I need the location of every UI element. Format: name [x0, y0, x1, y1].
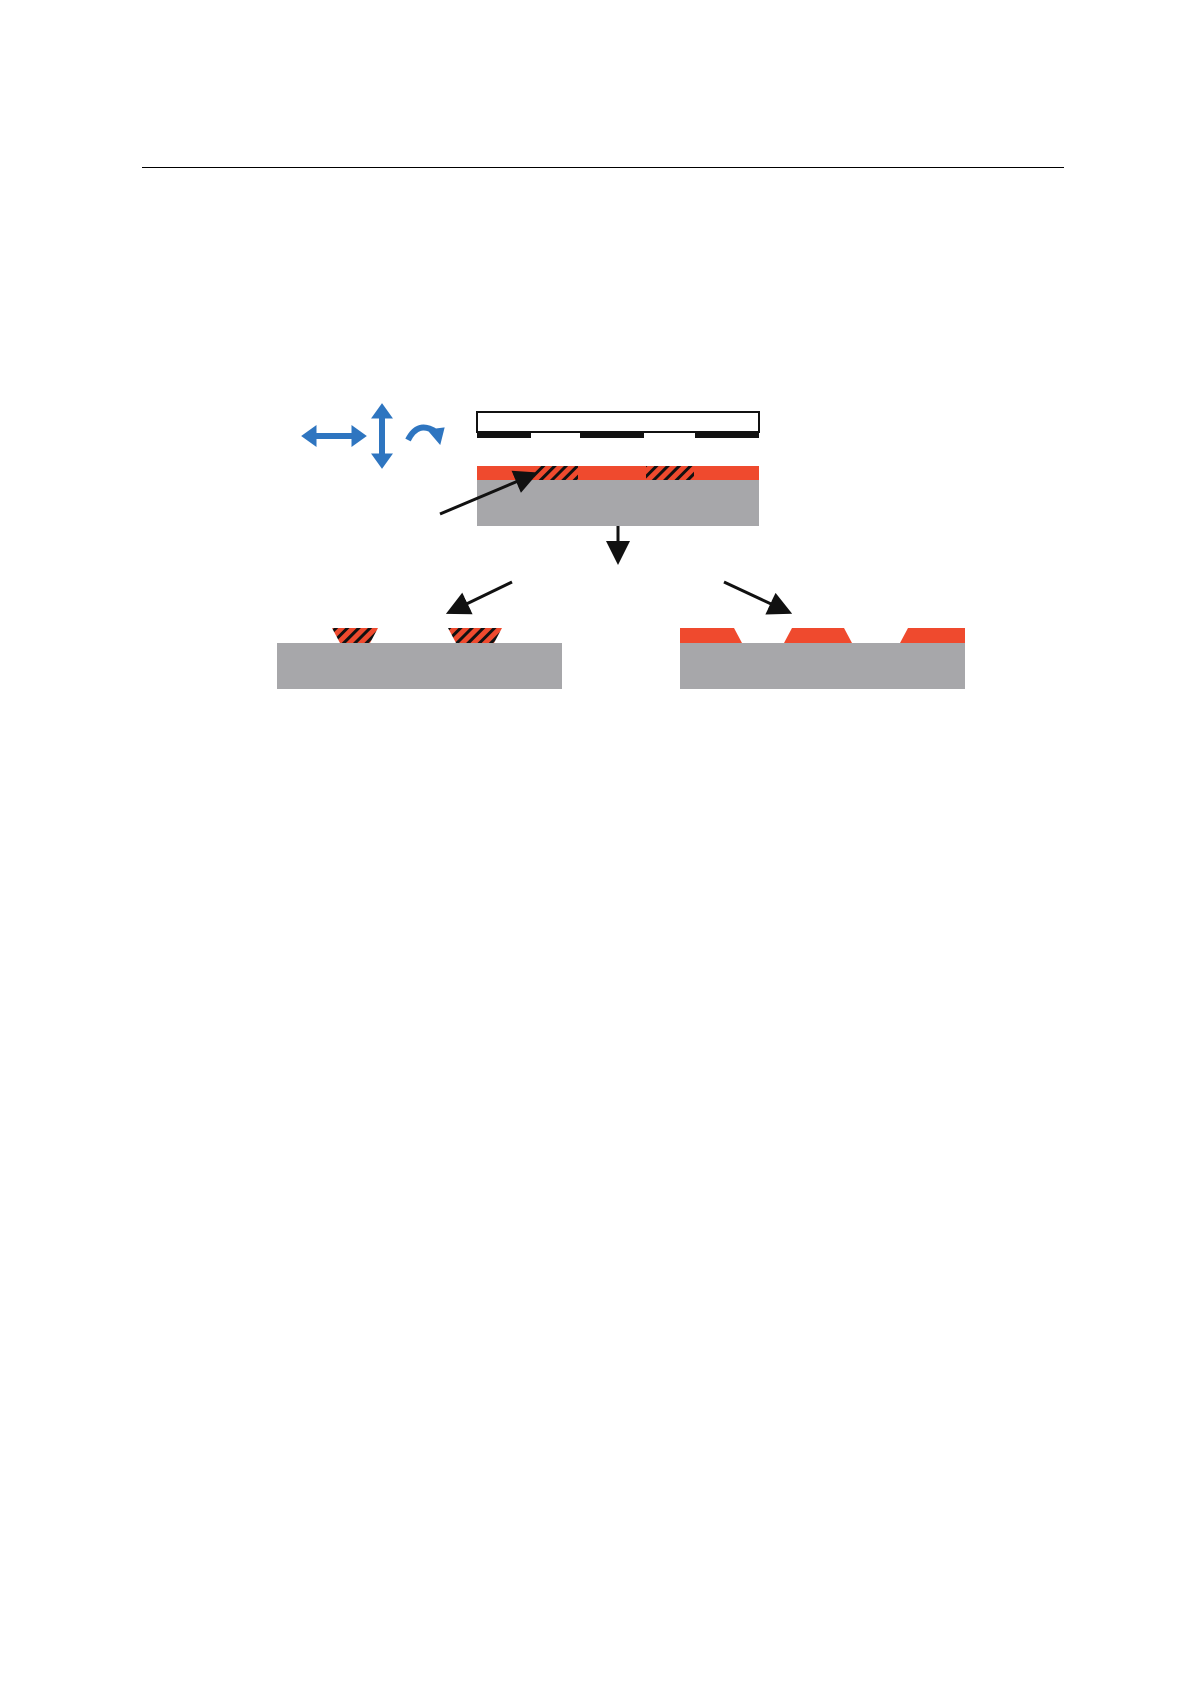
header-divider — [142, 167, 1064, 168]
latent-image-2 — [646, 466, 694, 480]
chrome-block-1 — [477, 432, 531, 438]
positive-substrate — [680, 643, 965, 689]
photomask-glass — [477, 412, 759, 432]
negative-feature-1 — [332, 628, 378, 643]
negative-branch-arrow — [454, 582, 512, 610]
positive-feature-3 — [900, 628, 965, 643]
positive-feature-1 — [680, 628, 742, 643]
photoresist-layer — [477, 466, 759, 480]
alignment-arrows-icon — [302, 404, 444, 468]
substrate-wafer — [477, 480, 759, 526]
positive-branch-arrow — [724, 582, 784, 610]
lithography-figure — [240, 360, 980, 720]
chrome-block-2 — [580, 432, 644, 438]
negative-substrate — [277, 643, 562, 689]
negative-feature-2 — [448, 628, 502, 643]
chrome-block-3 — [695, 432, 759, 438]
positive-feature-2 — [784, 628, 852, 643]
latent-image-1 — [534, 466, 578, 480]
